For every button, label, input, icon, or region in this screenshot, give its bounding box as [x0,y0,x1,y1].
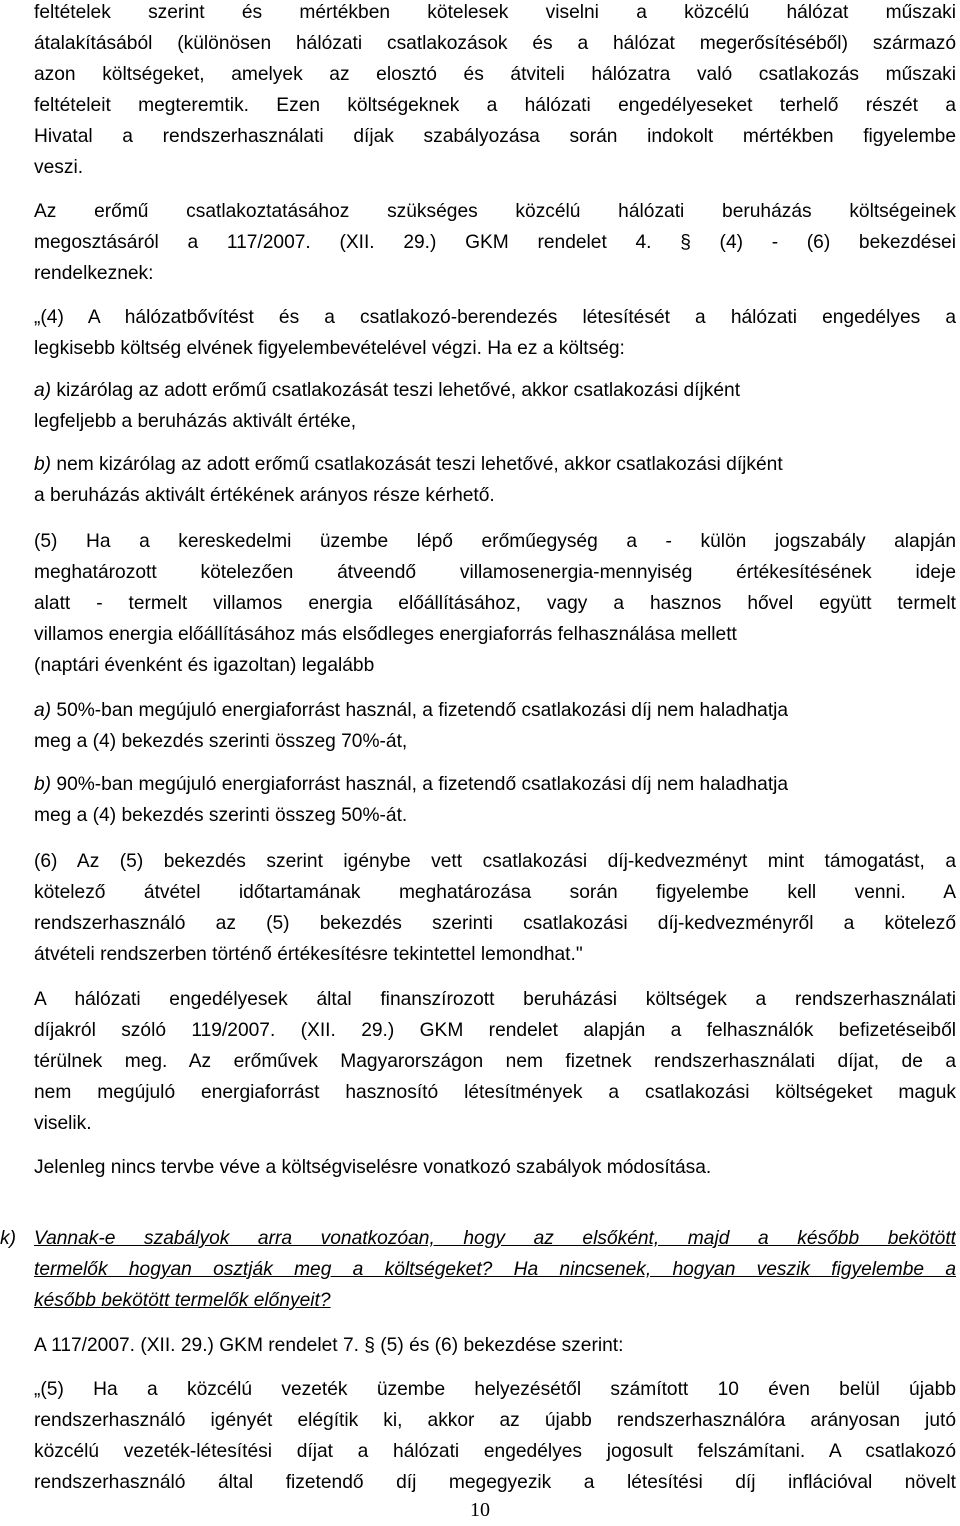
text-line: Jelenleg nincs tervbe véve a költségviselésre vonatkozó szabályok módosítása. [34,1157,712,1178]
question-letter: k) [0,1228,16,1249]
text-line: (6) Az (5) bekezdés szerint igénybe vett csatlakozási díj-kedvezményt mint támogatást, a [34,851,956,872]
text-line: Az erőmű csatlakoztatásához szükséges közcélú hálózati beruházás költségeinek [34,201,956,222]
list-item-text: kizárólag az adott erőmű csatlakozását teszi lehetővé, akkor csatlakozási díjként [51,380,741,401]
text-line [34,769,956,800]
paragraph-intro-continuation [34,0,956,183]
text-line: „(4) A hálózatbővítést és a csatlakozó-berendezés létesítését a hálózati engedélyes a [34,307,956,328]
text-line: rendelkeznek: [34,263,154,284]
paragraph-quote-6 [34,846,956,970]
text-line: alatt - termelt villamos energia előállításához, vagy a hasznos hővel együtt termelt [34,593,956,614]
text-line: veszi. [34,157,84,178]
page-number: 10 [470,1499,490,1521]
text-line [34,449,956,480]
text-line: „(5) Ha a közcélú vezeték üzembe helyezésétől számított 10 éven belül újabb [34,1379,956,1400]
text-line [34,1285,956,1316]
text-line: (naptári évenként és igazoltan) legalább [34,655,375,676]
text-line: legkisebb költség elvének figyelembevételével végzi. Ha ez a költség: [34,338,625,359]
text-line: A hálózati engedélyesek által finanszírozott beruházási költségek a rendszerhasználati [34,989,956,1010]
list-item-4a [34,375,956,437]
text-line: kötelező átvétel időtartamának meghatározása során figyelembe kell venni. A [34,882,956,903]
list-item-4b [34,449,956,511]
text-line: megosztásáról a 117/2007. (XII. 29.) GKM rendelet 4. § (4) - (6) bekezdései [34,232,956,253]
text-line: meghatározott kötelezően átveendő villamosenergia-mennyiség értékesítésének ideje [34,562,956,583]
text-line [34,695,956,726]
paragraph-answer-quote [34,1374,956,1498]
text-line: Vannak-e szabályok arra vonatkozóan, hogy az elsőként, majd a később bekötött [34,1228,956,1249]
paragraph-financing [34,984,956,1139]
paragraph-regulation-reference [34,196,956,289]
text-line [34,375,956,406]
paragraph-quote-5 [34,526,956,681]
text-line: rendszerhasználó igényét elégítik ki, akkor az újabb rendszerhasználóra arányosan jutó [34,1410,956,1431]
list-item-5b [34,769,956,831]
text-line: díjakról szóló 119/2007. (XII. 29.) GKM rendelet alapján a felhasználók befizetéseiből [34,1020,956,1041]
list-item-text: nem kizárólag az adott erőmű csatlakozását teszi lehetővé, akkor csatlakozási díjként [51,454,783,475]
text-line: termelők hogyan osztják meg a költségeket? Ha nincsenek, hogyan veszik figyelembe a [34,1259,956,1280]
text-line: feltételeit megteremtik. Ezen költségeknek a hálózati engedélyeseket terhelő részét a [34,95,956,116]
text-line: meg a (4) bekezdés szerinti összeg 70%-át, [34,731,408,752]
text-line: Hivatal a rendszerhasználati díjak szabályozása során indokolt mértékben figyelembe [34,126,956,147]
text-line: közcélú vezeték-létesítési díjat a hálózati engedélyes jogosult felszámítani. A csatlakozó [34,1441,956,1462]
paragraph-answer-intro [34,1330,956,1361]
text-line: átalakításából (különösen hálózati csatlakozások és a hálózat megerősítéséből) származó [34,33,956,54]
list-item-5a [34,695,956,757]
text-line: viselik. [34,1113,92,1134]
text-line: A 117/2007. (XII. 29.) GKM rendelet 7. § (5) és (6) bekezdése szerint: [34,1335,624,1356]
list-item-label: a) [34,380,52,401]
text-line: térülnek meg. Az erőművek Magyarországon nem fizetnek rendszerhasználati díjat, de a [34,1051,956,1072]
list-item-text: 50%-ban megújuló energiaforrást használ, a fizetendő csatlakozási díj nem haladhatja [51,700,789,721]
text-line: a beruházás aktivált értékének arányos része kérhető. [34,485,495,506]
paragraph-current-status [34,1152,956,1183]
text-line: meg a (4) bekezdés szerinti összeg 50%-át. [34,805,408,826]
list-item-text: 90%-ban megújuló energiaforrást használ, a fizetendő csatlakozási díj nem haladhatja [51,774,789,795]
text-line: feltételek szerint és mértékben kötelesek viselni a közcélú hálózat műszaki [34,2,956,23]
paragraph-quote-4 [34,302,956,364]
list-item-label: b) [34,774,52,795]
text-line: (5) Ha a kereskedelmi üzembe lépő erőműegység a - külön jogszabály alapján [34,531,956,552]
text-line: nem megújuló energiaforrást hasznosító létesítmények a csatlakozási költségeket maguk [34,1082,956,1103]
text-underlined: később bekötött termelők előnyeit? [34,1290,331,1311]
list-item-label: b) [34,454,52,475]
list-item-label: a) [34,700,52,721]
text-line: rendszerhasználó az (5) bekezdés szerinti csatlakozási díj-kedvezményről a kötelező [34,913,956,934]
text-line: átvételi rendszerben történő értékesítésre tekintettel lemondhat." [34,944,583,965]
text-line: rendszerhasználó által fizetendő díj megegyezik a létesítési díj inflációval növelt [34,1472,956,1493]
text-line: villamos energia előállításához más elsődleges energiaforrás felhasználása mellett [34,624,737,645]
text-line: legfeljebb a beruházás aktivált értéke, [34,411,357,432]
question-text [34,1223,956,1316]
text-line: azon költségeket, amelyek az elosztó és átviteli hálózatra való csatlakozás műszaki [34,64,956,85]
